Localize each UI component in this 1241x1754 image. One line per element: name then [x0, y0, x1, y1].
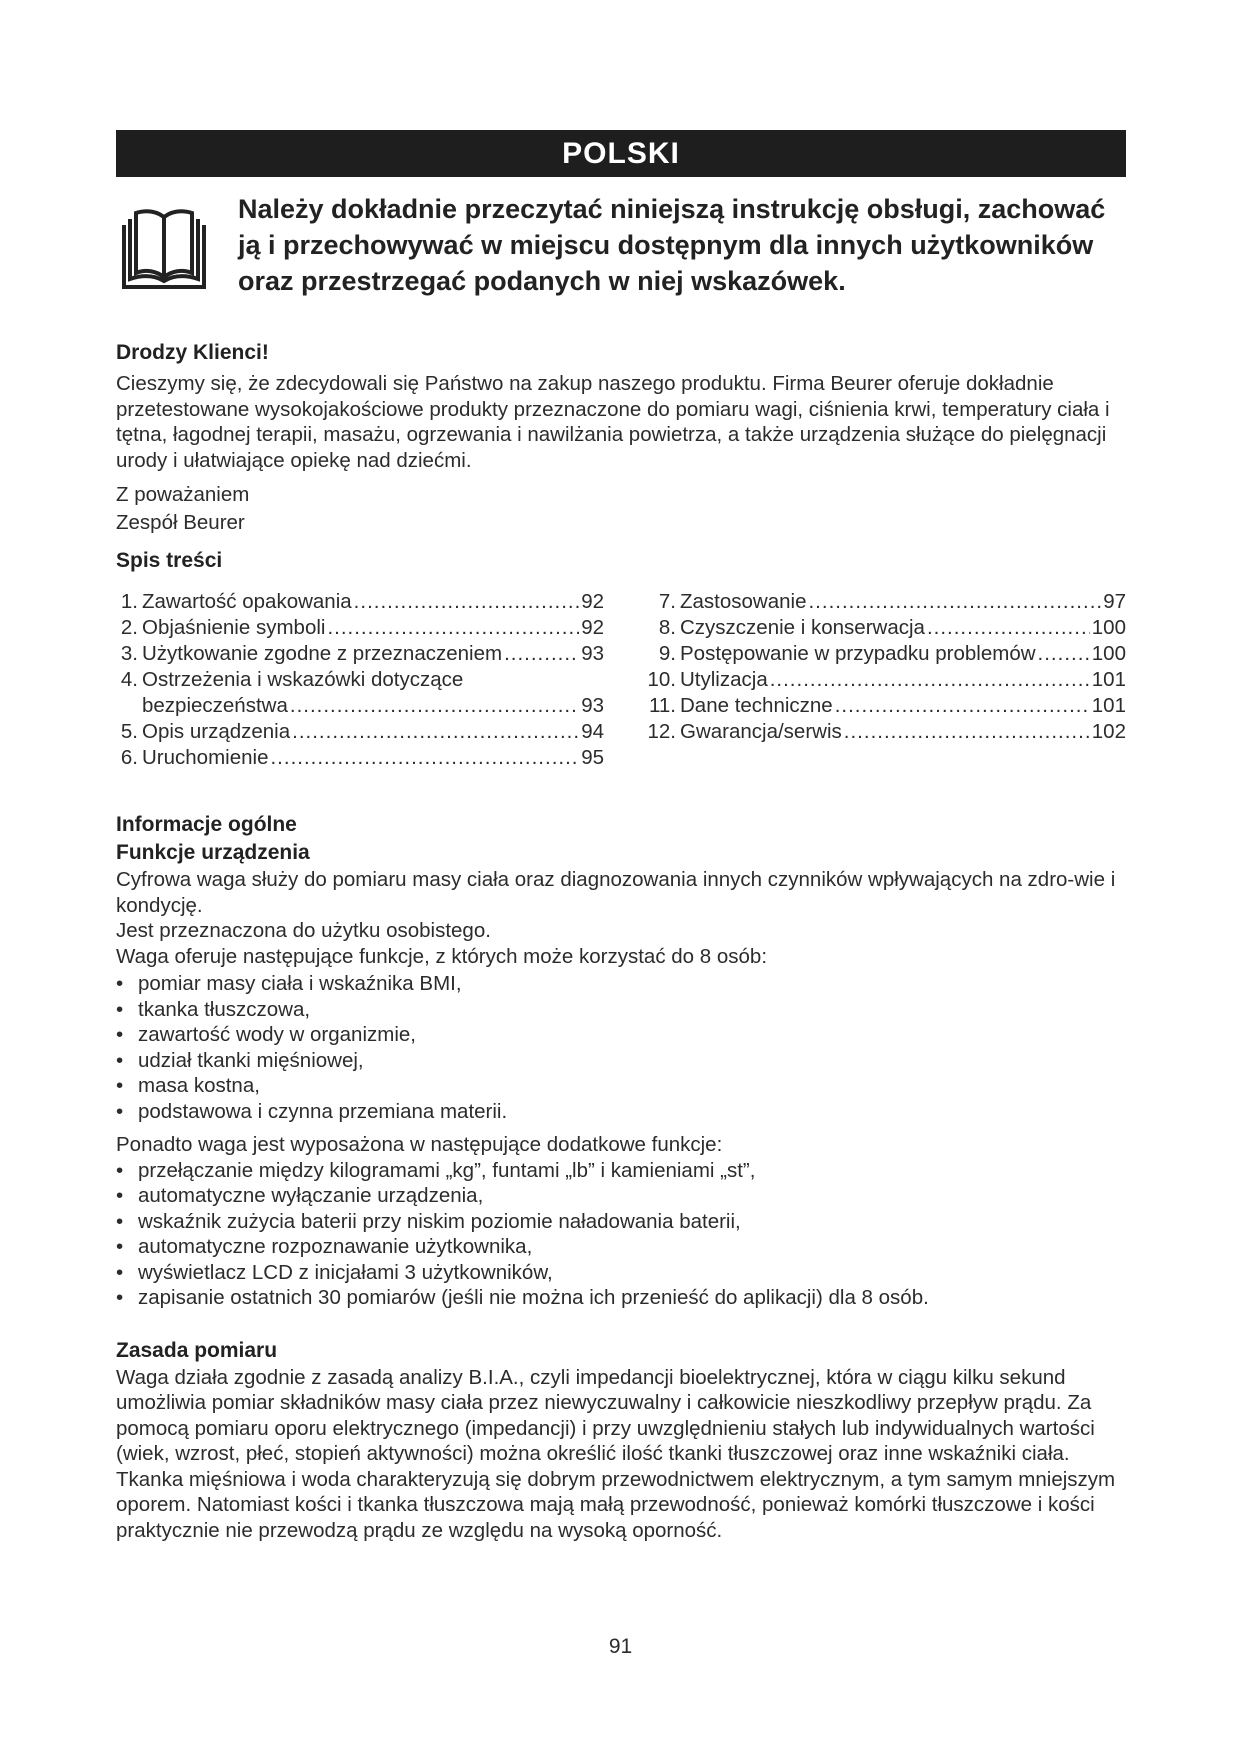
notice-text	[238, 191, 1105, 299]
toc-entry-page: 100	[1091, 642, 1126, 665]
toc-entry-label: Czyszczenie i konserwacja	[680, 616, 925, 639]
language-header: POLSKI	[116, 130, 1126, 177]
toc-entry-page: 92	[581, 590, 604, 613]
greeting-closing-block	[116, 481, 1126, 537]
toc-entry-label: Objaśnienie symboli	[142, 616, 326, 639]
toc-leader-dots	[354, 589, 580, 615]
toc-entry-page: 94	[581, 720, 604, 743]
toc-entry-number: 2.	[120, 616, 138, 639]
toc-entry-label: Dane techniczne	[680, 694, 833, 717]
toc-entry[interactable]	[642, 667, 1126, 693]
toc-entry[interactable]	[116, 615, 604, 641]
toc-entry[interactable]	[642, 641, 1126, 667]
toc-entry-number: 11.	[649, 694, 676, 717]
toc-entry-page: 97	[1103, 590, 1126, 613]
list-item: • zapisanie ostatnich 30 pomiarów (jeśli nie można ich przenieść do aplikacji) dla 8 osób.	[116, 1285, 1126, 1311]
page-number: 91	[608, 1635, 633, 1658]
toc-column-left	[116, 589, 604, 771]
greeting-paragraph: Cieszymy się, że zdecydowali się Państwo na zakup naszego produktu. Firma Beurer oferuje dokładnie przetestowane wysokojakościowe produkty przeznaczone do pomiaru wagi, ciśnienia krwi, temperatury ciała i tętna, łagodnej terapii, masażu, ogrzewania i nawilżania powietrza, a także urządzenia służące do pielęgnacji urody i ułatwiające opiekę nad dziećmi.	[116, 372, 1110, 472]
toc-entry-number: 1.	[120, 590, 138, 613]
functions-list	[116, 971, 1126, 1124]
list-item: • wskaźnik zużycia baterii przy niskim poziomie naładowania baterii,	[116, 1209, 1126, 1235]
toc-leader-dots	[292, 719, 579, 745]
read-instructions-notice	[116, 191, 1126, 299]
toc-entry[interactable]	[642, 615, 1126, 641]
notice-line: oraz przestrzegać podanych w niej wskazówek.	[238, 266, 846, 296]
toc-leader-dots	[290, 693, 579, 719]
toc-entry-label: bezpieczeństwa	[142, 694, 288, 717]
toc-entry-number: 7.	[658, 590, 676, 613]
toc-entry-page: 100	[1091, 616, 1126, 639]
list-item: • pomiar masy ciała i wskaźnika BMI,	[116, 971, 1126, 997]
toc-title: Spis treści	[116, 549, 223, 572]
list-item: • zawartość wody w organizmie,	[116, 1022, 1126, 1048]
toc-leader-dots	[844, 719, 1090, 745]
toc-entry[interactable]	[642, 693, 1126, 719]
toc-entry-continued[interactable]	[116, 693, 604, 719]
toc-entry-page: 101	[1091, 668, 1126, 691]
toc-entry-page: 101	[1091, 694, 1126, 717]
open-book-icon	[116, 199, 212, 295]
list-item: • automatyczne rozpoznawanie użytkownika,	[116, 1234, 1126, 1260]
toc-entry-number: 5.	[120, 720, 138, 743]
greeting-title: Drodzy Klienci!	[116, 341, 269, 364]
toc-entry-page: 92	[581, 616, 604, 639]
toc-entry-label: Utylizacja	[680, 668, 768, 691]
toc-entry-page: 102	[1091, 720, 1126, 743]
toc-entry[interactable]	[642, 589, 1126, 615]
toc-entry[interactable]	[116, 667, 604, 693]
toc-entry[interactable]	[116, 641, 604, 667]
toc-leader-dots	[270, 745, 579, 771]
toc-entry-number: 12.	[647, 720, 676, 743]
notice-line: ją i przechowywać w miejscu dostępnym dla innych użytkowników	[238, 230, 1094, 260]
toc-entry-page: 93	[581, 694, 604, 717]
notice-line: Należy dokładnie przeczytać niniejszą instrukcję obsługi, zachować	[238, 194, 1106, 224]
toc-entry-label: Postępowanie w przypadku problemów	[680, 642, 1036, 665]
list-item: • przełączanie między kilogramami „kg”, funtami „lb” i kamieniami „st”,	[116, 1158, 1126, 1184]
toc-entry-label: Zawartość opakowania	[142, 590, 352, 613]
toc-entry-page: 95	[581, 746, 604, 769]
toc-entry-number: 9.	[658, 642, 676, 665]
toc-entry-label: Zastosowanie	[680, 590, 807, 613]
toc-entry-label: Ostrzeżenia i wskazówki dotyczące	[142, 668, 464, 691]
toc-column-right	[642, 589, 1126, 771]
toc-entry-label: Gwarancja/serwis	[680, 720, 842, 743]
list-item: • automatyczne wyłączanie urządzenia,	[116, 1183, 1126, 1209]
toc-entry-page: 93	[581, 642, 604, 665]
list-item: • wyświetlacz LCD z inicjałami 3 użytkowników,	[116, 1260, 1126, 1286]
general-info-title: Informacje ogólne	[116, 813, 297, 836]
measurement-principle-paragraph: Waga działa zgodnie z zasadą analizy B.I.A., czyli impedancji bioelektrycznej, która w ciągu kilku sekund umożliwia pomiar składników masy ciała przez niewyczuwalny i całkowicie nieszkodliwy przepływ prądu. Za pomocą pomiaru oporu elektrycznego (impedancji) i przy uwzględnieniu stałych lub indywidualnych wartości (wiek, wzrost, płeć, stopień aktywności) można określić ilość tkanki tłuszczowej oraz inne wskaźniki ciała. Tkanka mięśniowa i woda charakteryzują się dobrym przewodnictwem elektrycznym, a tym samym mniejszym oporem. Natomiast kości i tkanka tłuszczowa mają małą przewodność, ponieważ komórki tłuszczowe i kości praktycznie nie przewodzą prądu ze względu na wysoką oporność.	[116, 1365, 1116, 1542]
toc-entry-label: Użytkowanie zgodne z przeznaczeniem	[142, 642, 503, 665]
toc-leader-dots	[927, 615, 1090, 641]
table-of-contents	[116, 589, 1126, 771]
toc-leader-dots	[835, 693, 1090, 719]
list-item: • podstawowa i czynna przemiana materii.	[116, 1099, 1126, 1125]
list-item: • udział tkanki mięśniowej,	[116, 1048, 1126, 1074]
toc-entry-number: 4.	[120, 668, 138, 691]
toc-leader-dots	[770, 667, 1090, 693]
measurement-principle-title: Zasada pomiaru	[116, 1338, 278, 1362]
extra-functions-list	[116, 1158, 1126, 1311]
manual-page	[116, 130, 1126, 1543]
general-paragraph-1: Cyfrowa waga służy do pomiaru masy ciała oraz diagnozowania innych czynników wpływających na zdro-wie i kondycję.	[116, 868, 1116, 917]
toc-leader-dots	[504, 641, 579, 667]
toc-entry[interactable]	[116, 745, 604, 771]
greeting-closing: Z poważaniem	[116, 483, 250, 506]
general-paragraph-2: Jest przeznaczona do użytku osobistego.	[116, 919, 491, 942]
toc-leader-dots	[1038, 641, 1090, 667]
toc-entry-number: 8.	[658, 616, 676, 639]
general-paragraph-3: Waga oferuje następujące funkcje, z których może korzystać do 8 osób:	[116, 944, 768, 968]
general-paragraph-4: Ponadto waga jest wyposażona w następujące dodatkowe funkcje:	[116, 1133, 723, 1156]
toc-entry-label: Opis urządzenia	[142, 720, 291, 743]
toc-entry[interactable]	[642, 719, 1126, 745]
list-item: • masa kostna,	[116, 1073, 1126, 1099]
toc-leader-dots	[808, 589, 1101, 615]
toc-entry-number: 6.	[120, 746, 138, 769]
toc-leader-dots	[327, 615, 579, 641]
device-functions-title: Funkcje urządzenia	[116, 841, 310, 864]
toc-entry-number: 10.	[647, 668, 676, 691]
toc-entry[interactable]	[116, 719, 604, 745]
toc-entry-number: 3.	[120, 642, 138, 665]
list-item: • tkanka tłuszczowa,	[116, 997, 1126, 1023]
toc-entry[interactable]	[116, 589, 604, 615]
toc-entry-label: Uruchomienie	[142, 746, 269, 769]
greeting-signature: Zespół Beurer	[116, 511, 245, 534]
